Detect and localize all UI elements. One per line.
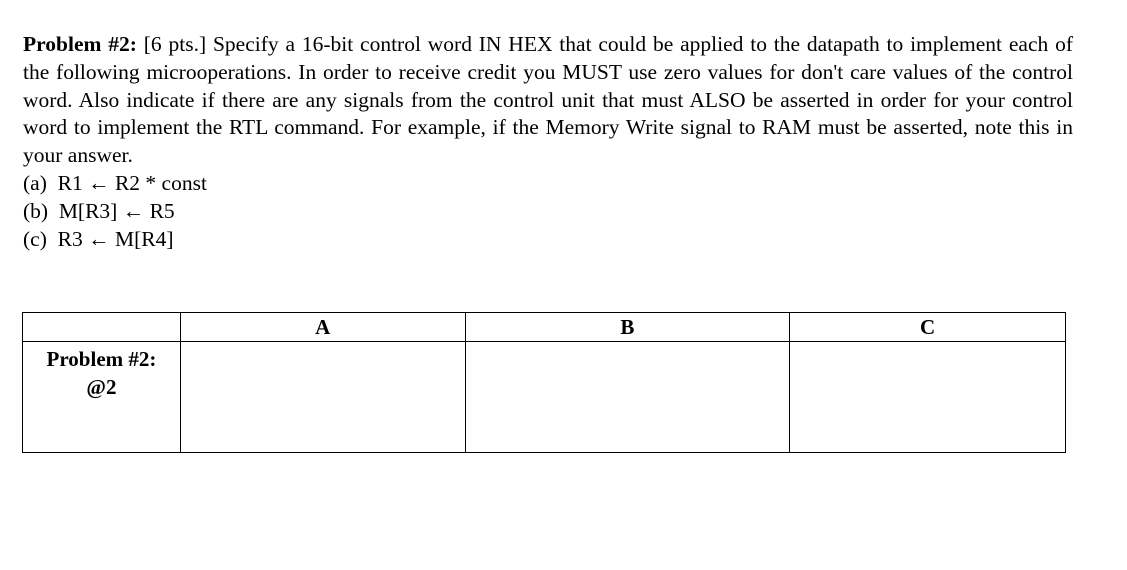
- answer-table-header-row: [23, 313, 1066, 342]
- problem-statement: [23, 31, 1073, 253]
- header-a: A: [180, 313, 465, 342]
- answer-table-row: [23, 342, 1066, 453]
- row-label-points: @2: [86, 375, 117, 399]
- row-label-title: Problem #2:: [46, 347, 157, 371]
- row-label: [23, 342, 181, 453]
- header-c: C: [790, 313, 1066, 342]
- answer-table: [22, 312, 1066, 453]
- header-b: B: [465, 313, 790, 342]
- part-b: (b) M[R3] ← R5: [23, 198, 175, 223]
- part-a: (a) R1 ← R2 * const: [23, 170, 207, 195]
- header-empty: [23, 313, 181, 342]
- part-c: (c) R3 ← M[R4]: [23, 226, 174, 251]
- problem-paragraph: [23, 31, 1073, 170]
- answer-cell-c[interactable]: [790, 342, 1066, 453]
- problem-body: [6 pts.] Specify a 16-bit control word IN HEX that could be applied to the datapath to implement each of the following microoperations. In order to receive credit you MUST use zero values for don't care values of the control word. Also indicate if there are any signals from the control unit that must ALSO be asserted in order for your control word to implement the RTL command. For example, if the Memory Write signal to RAM must be asserted, note this in your answer.: [23, 32, 1073, 168]
- problem-label: Problem #2:: [23, 32, 137, 56]
- answer-cell-a[interactable]: [180, 342, 465, 453]
- answer-cell-b[interactable]: [465, 342, 790, 453]
- microoperation-list: [23, 170, 1073, 253]
